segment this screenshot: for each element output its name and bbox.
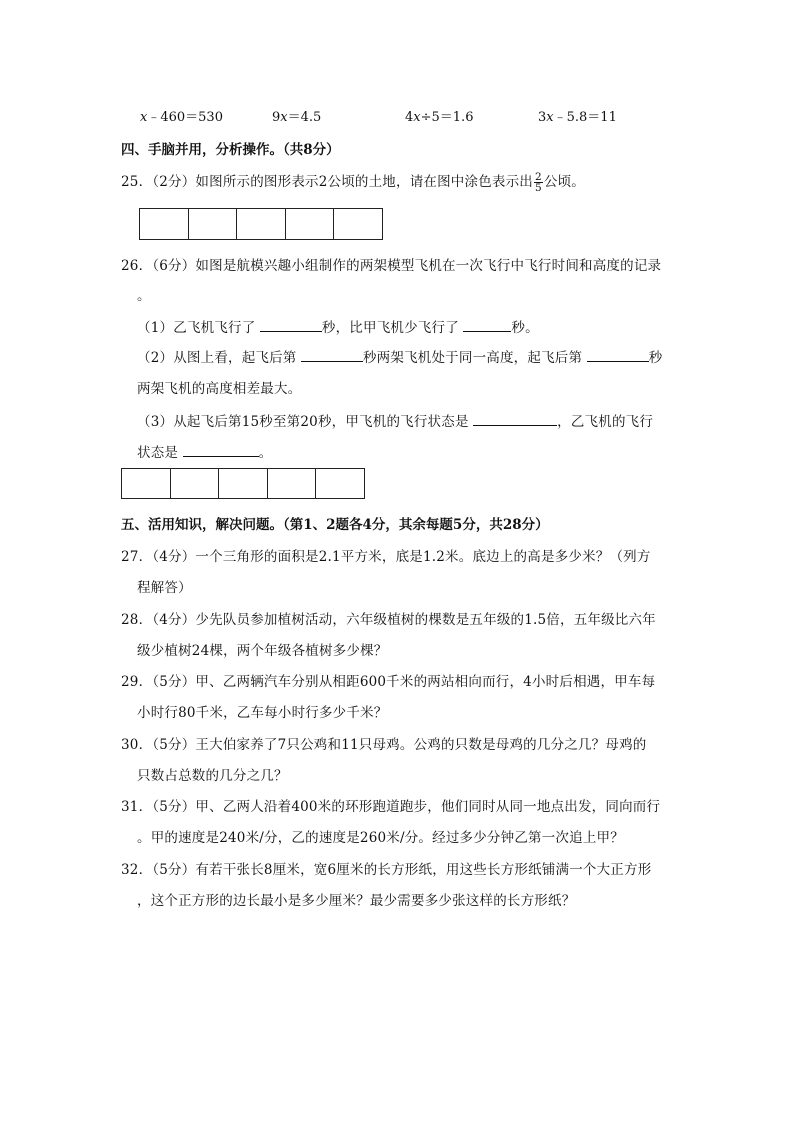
section-5-heading: 五、活用知识，解决问题。（第1、2题各4分，其余每题5分，共28分） — [121, 517, 549, 533]
equation-4: 3x﹣5.8＝11 — [538, 110, 617, 125]
question-26: 26．（6分）如图是航模兴趣小组制作的两架模型飞机在一次飞行中飞行时间和高度的记录 — [121, 258, 662, 274]
grid-cell[interactable] — [286, 209, 335, 239]
answer-blank[interactable] — [183, 444, 259, 457]
question-28-cont: 级少植树24棵，两个年级各植树多少棵？ — [137, 643, 388, 659]
question-26-part-3-cont: 状态是 。 — [137, 445, 273, 461]
question-31-cont: 。甲的速度是240米/分，乙的速度是260米/分。经过多少分钟乙第一次追上甲？ — [137, 830, 624, 846]
answer-blank[interactable] — [587, 349, 649, 362]
grid-cell[interactable] — [189, 209, 238, 239]
answer-blank[interactable] — [473, 413, 557, 426]
question-26-part-2-cont: 两架飞机的高度相差最大。 — [137, 381, 302, 397]
graph-placeholder-q26 — [121, 468, 365, 499]
question-27-cont: 程解答） — [137, 580, 192, 596]
question-29-cont: 小时行80千米，乙车每小时行多少千米？ — [137, 705, 388, 721]
equation-1: x﹣460＝530 — [140, 110, 223, 125]
grid-cell[interactable] — [237, 209, 286, 239]
question-30-cont: 只数占总数的几分之几？ — [137, 768, 288, 784]
grid-cell — [122, 469, 171, 498]
answer-blank[interactable] — [463, 319, 511, 332]
grid-cell — [316, 469, 364, 498]
answer-blank[interactable] — [301, 349, 363, 362]
question-26-part-2: （2）从图上看，起飞后第 秒两架飞机处于同一高度，起飞后第 秒 — [137, 350, 663, 366]
grid-cell[interactable] — [140, 209, 189, 239]
equation-2: 9x＝4.5 — [272, 110, 322, 125]
grid-cell[interactable] — [334, 209, 382, 239]
question-32: 32．（5分）有若干张长8厘米，宽6厘米的长方形纸，用这些长方形纸铺满一个大正方形 — [121, 862, 652, 878]
fraction-two-fifths: $\frac{2}{5}$ — [535, 171, 542, 194]
equation-3: 4x÷5＝1.6 — [405, 110, 474, 125]
question-26-part-1: （1）乙飞机飞行了 秒，比甲飞机少飞行了 秒。 — [137, 320, 539, 336]
question-25: 25．（2分）如图所示的图形表示2公顷的土地，请在图中涂色表示出 $\frac{2}{5}$ 公顷。 — [121, 171, 586, 194]
question-29: 29．（5分）甲、乙两辆汽车分别从相距600千米的两站相向而行，4小时后相遇，甲车每 — [121, 674, 656, 690]
answer-blank[interactable] — [260, 319, 322, 332]
question-27: 27．（4分）一个三角形的面积是2.1平方米，底是1.2米。底边上的高是多少米？（列方 — [121, 549, 651, 565]
question-30: 30．（5分）王大伯家养了7只公鸡和11只母鸡。公鸡的只数是母鸡的几分之几？母鸡的 — [121, 737, 647, 753]
grid-cell — [219, 469, 268, 498]
grid-cell — [268, 469, 317, 498]
land-grid-q25[interactable] — [139, 208, 383, 240]
question-31: 31．（5分）甲、乙两人沿着400米的环形跑道跑步，他们同时从同一地点出发，同向而行 — [121, 799, 661, 815]
question-26-part-3: （3）从起飞后第15秒至第20秒，甲飞机的飞行状态是 ，乙飞机的飞行 — [137, 414, 654, 430]
question-28: 28．（4分）少先队员参加植树活动，六年级植树的棵数是五年级的1.5倍，五年级比六年 — [121, 612, 656, 628]
question-32-cont: ，这个正方形的边长最小是多少厘米？最少需要多少张这样的长方形纸？ — [137, 893, 576, 909]
question-26-cont: 。 — [137, 288, 151, 304]
section-4-heading: 四、手脑并用，分析操作。（共8分） — [121, 142, 340, 158]
grid-cell — [171, 469, 220, 498]
